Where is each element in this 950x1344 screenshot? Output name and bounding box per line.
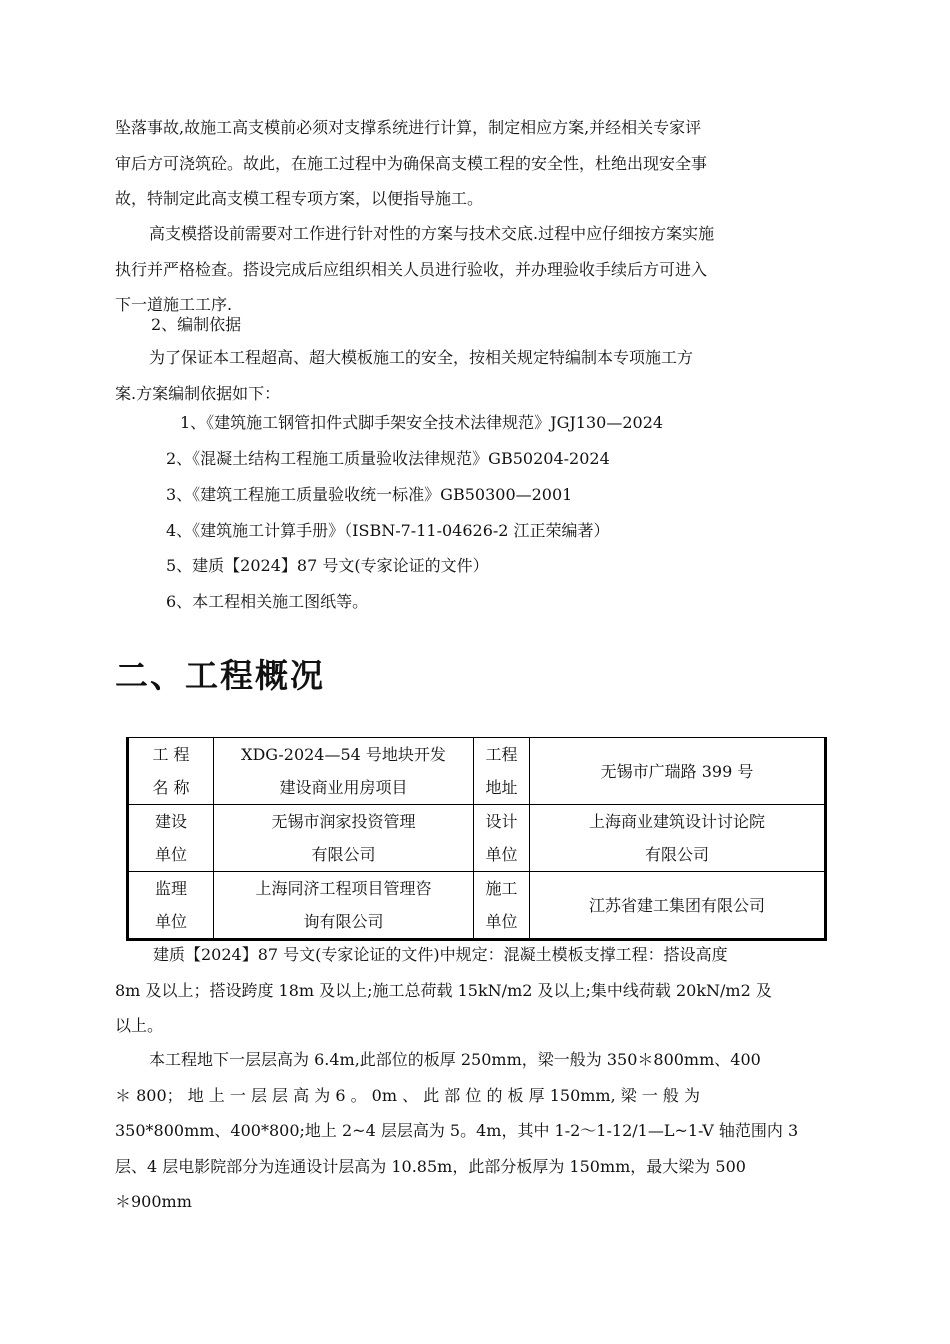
table-cell: 工 程 名 称	[128, 738, 214, 805]
table-row	[128, 805, 826, 872]
table-cell: 监理 单位	[128, 872, 214, 940]
list-item: 1、《建筑施工钢管扣件式脚手架安全技术法律规范》JGJ130—2024	[180, 413, 664, 432]
list-item: 2、《混凝土结构工程施工质量验收法律规范》GB50204-2024	[166, 449, 610, 468]
paragraph-regulation	[115, 937, 837, 1044]
table-cell: 无锡市广瑞路 399 号	[530, 738, 826, 805]
table-cell: 建设 单位	[128, 805, 214, 872]
list-item: 6、本工程相关施工图纸等。	[166, 592, 369, 611]
project-info-table	[126, 737, 827, 941]
table-cell: 施工 单位	[474, 872, 530, 940]
text-line: 高支模搭设前需要对工作进行针对性的方案与技术交底.过程中应仔细按方案实施	[149, 224, 715, 243]
text-line: 下一道施工工序.	[115, 295, 233, 314]
list-item: 4、《建筑施工计算手册》（ISBN-7-11-04626-2 江正荣编著）	[166, 521, 610, 540]
text-line: ＊ 800； 地 上 一 层 层 高 为 6 。 0m 、 此 部 位 的 板 厚 150mm, 梁 一 般 为	[115, 1085, 701, 1105]
text-line: 审后方可浇筑砼。故此，在施工过程中为确保高支模工程的安全性，杜绝出现安全事	[115, 153, 708, 173]
paragraph-setup	[115, 216, 837, 323]
text-line: 案.方案编制依据如下：	[115, 383, 281, 403]
paragraph-intro	[115, 110, 837, 217]
table-cell: 工程 地址	[474, 738, 530, 805]
text-line: 以上。	[115, 1016, 164, 1035]
paragraph-project-details	[115, 1042, 837, 1220]
paragraph-basis-intro	[115, 340, 837, 411]
text-line: 为了保证本工程超高、超大模板施工的安全，按相关规定特编制本专项施工方	[149, 348, 694, 367]
text-line: 故，特制定此高支模工程专项方案，以便指导施工。	[115, 189, 484, 208]
table-cell: 上海同济工程项目管理咨 询有限公司	[214, 872, 474, 940]
list-item: 5、建质【2024】87 号文(专家论证的文件）	[166, 556, 489, 575]
text-line: 建质【2024】87 号文(专家论证的文件)中规定：混凝土模板支撑工程：搭设高度	[153, 945, 728, 964]
text-line: ＊900mm	[115, 1192, 192, 1211]
table-row	[128, 738, 826, 805]
section-title-basis: 2、编制依据	[151, 315, 242, 334]
table-cell: 江苏省建工集团有限公司	[530, 872, 826, 940]
table-cell: 上海商业建筑设计讨论院 有限公司	[530, 805, 826, 872]
table-cell: 无锡市润家投资管理 有限公司	[214, 805, 474, 872]
text-line: 8m 及以上；搭设跨度 18m 及以上;施工总荷载 15kN/m2 及以上;集中线荷载 20kN/m2 及	[115, 980, 772, 1000]
table-cell: XDG-2024—54 号地块开发 建设商业用房项目	[214, 738, 474, 805]
text-line: 本工程地下一层层高为 6.4m,此部位的板厚 250mm，梁一般为 350＊800mm、400	[149, 1050, 761, 1069]
text-line: 层、4 层电影院部分为连通设计层高为 10.85m，此部分板厚为 150mm，最大梁为 500	[115, 1156, 746, 1176]
text-line: 执行并严格检查。搭设完成后应组织相关人员进行验收，并办理验收手续后方可进入	[115, 259, 708, 279]
table-row	[128, 872, 826, 940]
table-cell: 设计 单位	[474, 805, 530, 872]
section-heading-overview: 二、工程概况	[115, 656, 325, 695]
text-line: 350*800mm、400*800;地上 2~4 层层高为 5。4m，其中 1-2～1-12/1—L~1-V 轴范围内 3	[115, 1121, 799, 1140]
text-line: 坠落事故,故施工高支模前必须对支撑系统进行计算，制定相应方案,并经相关专家评	[115, 118, 702, 137]
list-item: 3、《建筑工程施工质量验收统一标准》GB50300—2001	[166, 485, 573, 504]
